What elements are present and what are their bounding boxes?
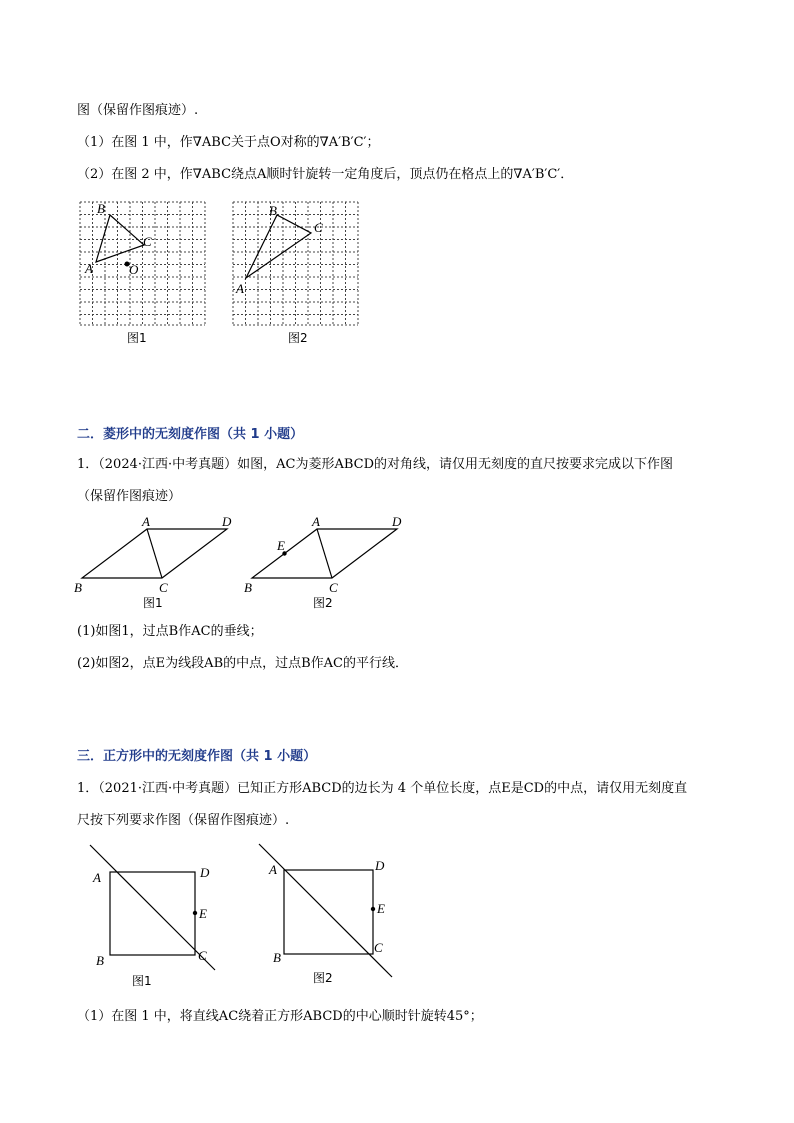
section-2-question-1: (1)如图1，过点B作AC的垂线； — [77, 624, 263, 639]
question-2-text: （2）在图 2 中，作∇ABC绕点A顺时针旋转一定角度后，顶点仍在格点上的∇A′B′C′． — [77, 167, 574, 182]
square-figure-1-svg — [90, 840, 230, 990]
grid-figure-1-svg — [80, 200, 210, 350]
section-2-problem-line-1: 1．（2024·江西·中考真题）如图，AC为菱形ABCD的对角线，请仅用无刻度的直尺按要求完成以下作图 — [77, 457, 674, 472]
figure-caption: 图2 — [288, 331, 308, 345]
rhombus-figure-1-svg — [70, 512, 240, 612]
section-2-heading: 二．菱形中的无刻度作图（共 1 小题） — [77, 427, 304, 442]
line-ac — [90, 845, 215, 970]
triangle-abc — [96, 215, 144, 262]
diagonal-ac — [317, 529, 332, 578]
figure-caption: 图2 — [313, 596, 333, 610]
square-figure-1 — [90, 840, 230, 990]
grid-figure-2 — [233, 200, 363, 350]
label-b: B — [269, 203, 277, 218]
label-a: A — [269, 862, 277, 877]
question-1-text: （1）在图 1 中，作∇ABC关于点O对称的∇A′B′C′； — [77, 135, 380, 150]
square-figure-2-svg — [257, 840, 397, 990]
label-c: C — [374, 940, 383, 955]
grid-figure-2-svg — [233, 200, 363, 350]
section-3-question-1: （1）在图 1 中，将直线AC绕着正方形ABCD的中心顺时针旋转45°； — [77, 1009, 483, 1024]
section-3-heading: 三．正方形中的无刻度作图（共 1 小题） — [77, 749, 317, 764]
label-a: A — [236, 281, 244, 296]
figure-caption: 图1 — [127, 331, 147, 345]
intro-tail-text: 图（保留作图痕迹）. — [77, 103, 199, 118]
label-e: E — [277, 538, 285, 553]
point-e-dot — [371, 907, 375, 911]
label-d: D — [200, 865, 210, 880]
label-b: B — [97, 201, 105, 216]
label-e: E — [199, 906, 207, 921]
label-a: A — [93, 870, 101, 885]
triangle-abc — [246, 215, 311, 278]
label-c: C — [314, 220, 323, 235]
grid-lines — [80, 202, 205, 325]
label-o: O — [129, 262, 139, 277]
label-c: C — [198, 948, 207, 963]
label-c: C — [159, 580, 168, 595]
label-c: C — [143, 234, 152, 249]
label-c: C — [329, 580, 338, 595]
square-figure-2 — [257, 840, 397, 990]
section-3-problem-line-1: 1．（2021·江西·中考真题）已知正方形ABCD的边长为 4 个单位长度，点E是CD的中点，请仅用无刻度直 — [77, 781, 688, 796]
rhombus-figure-1 — [70, 512, 240, 612]
label-a: A — [85, 261, 93, 276]
label-a: A — [312, 514, 320, 529]
label-d: D — [392, 514, 402, 529]
label-d: D — [222, 514, 232, 529]
label-a: A — [142, 514, 150, 529]
grid-figure-1 — [80, 200, 210, 350]
label-b: B — [273, 950, 281, 965]
label-b: B — [74, 580, 82, 595]
label-b: B — [96, 953, 104, 968]
label-b: B — [244, 580, 252, 595]
diagonal-ac — [147, 529, 162, 578]
label-e: E — [377, 901, 385, 916]
point-e-dot — [193, 911, 197, 915]
section-2-problem-line-2: （保留作图痕迹） — [77, 489, 182, 504]
label-d: D — [375, 858, 385, 873]
rhombus-figure-2-svg — [240, 512, 410, 612]
figure-caption: 图1 — [143, 596, 163, 610]
section-3-problem-line-2: 尺按下列要求作图（保留作图痕迹）. — [77, 813, 290, 828]
figure-caption: 图1 — [132, 974, 152, 988]
figure-caption: 图2 — [313, 971, 333, 985]
grid-lines — [233, 202, 358, 325]
square-abcd — [110, 872, 195, 955]
rhombus-figure-2 — [240, 512, 410, 612]
section-2-question-2: (2)如图2，点E为线段AB的中点，过点B作AC的平行线． — [77, 656, 409, 671]
